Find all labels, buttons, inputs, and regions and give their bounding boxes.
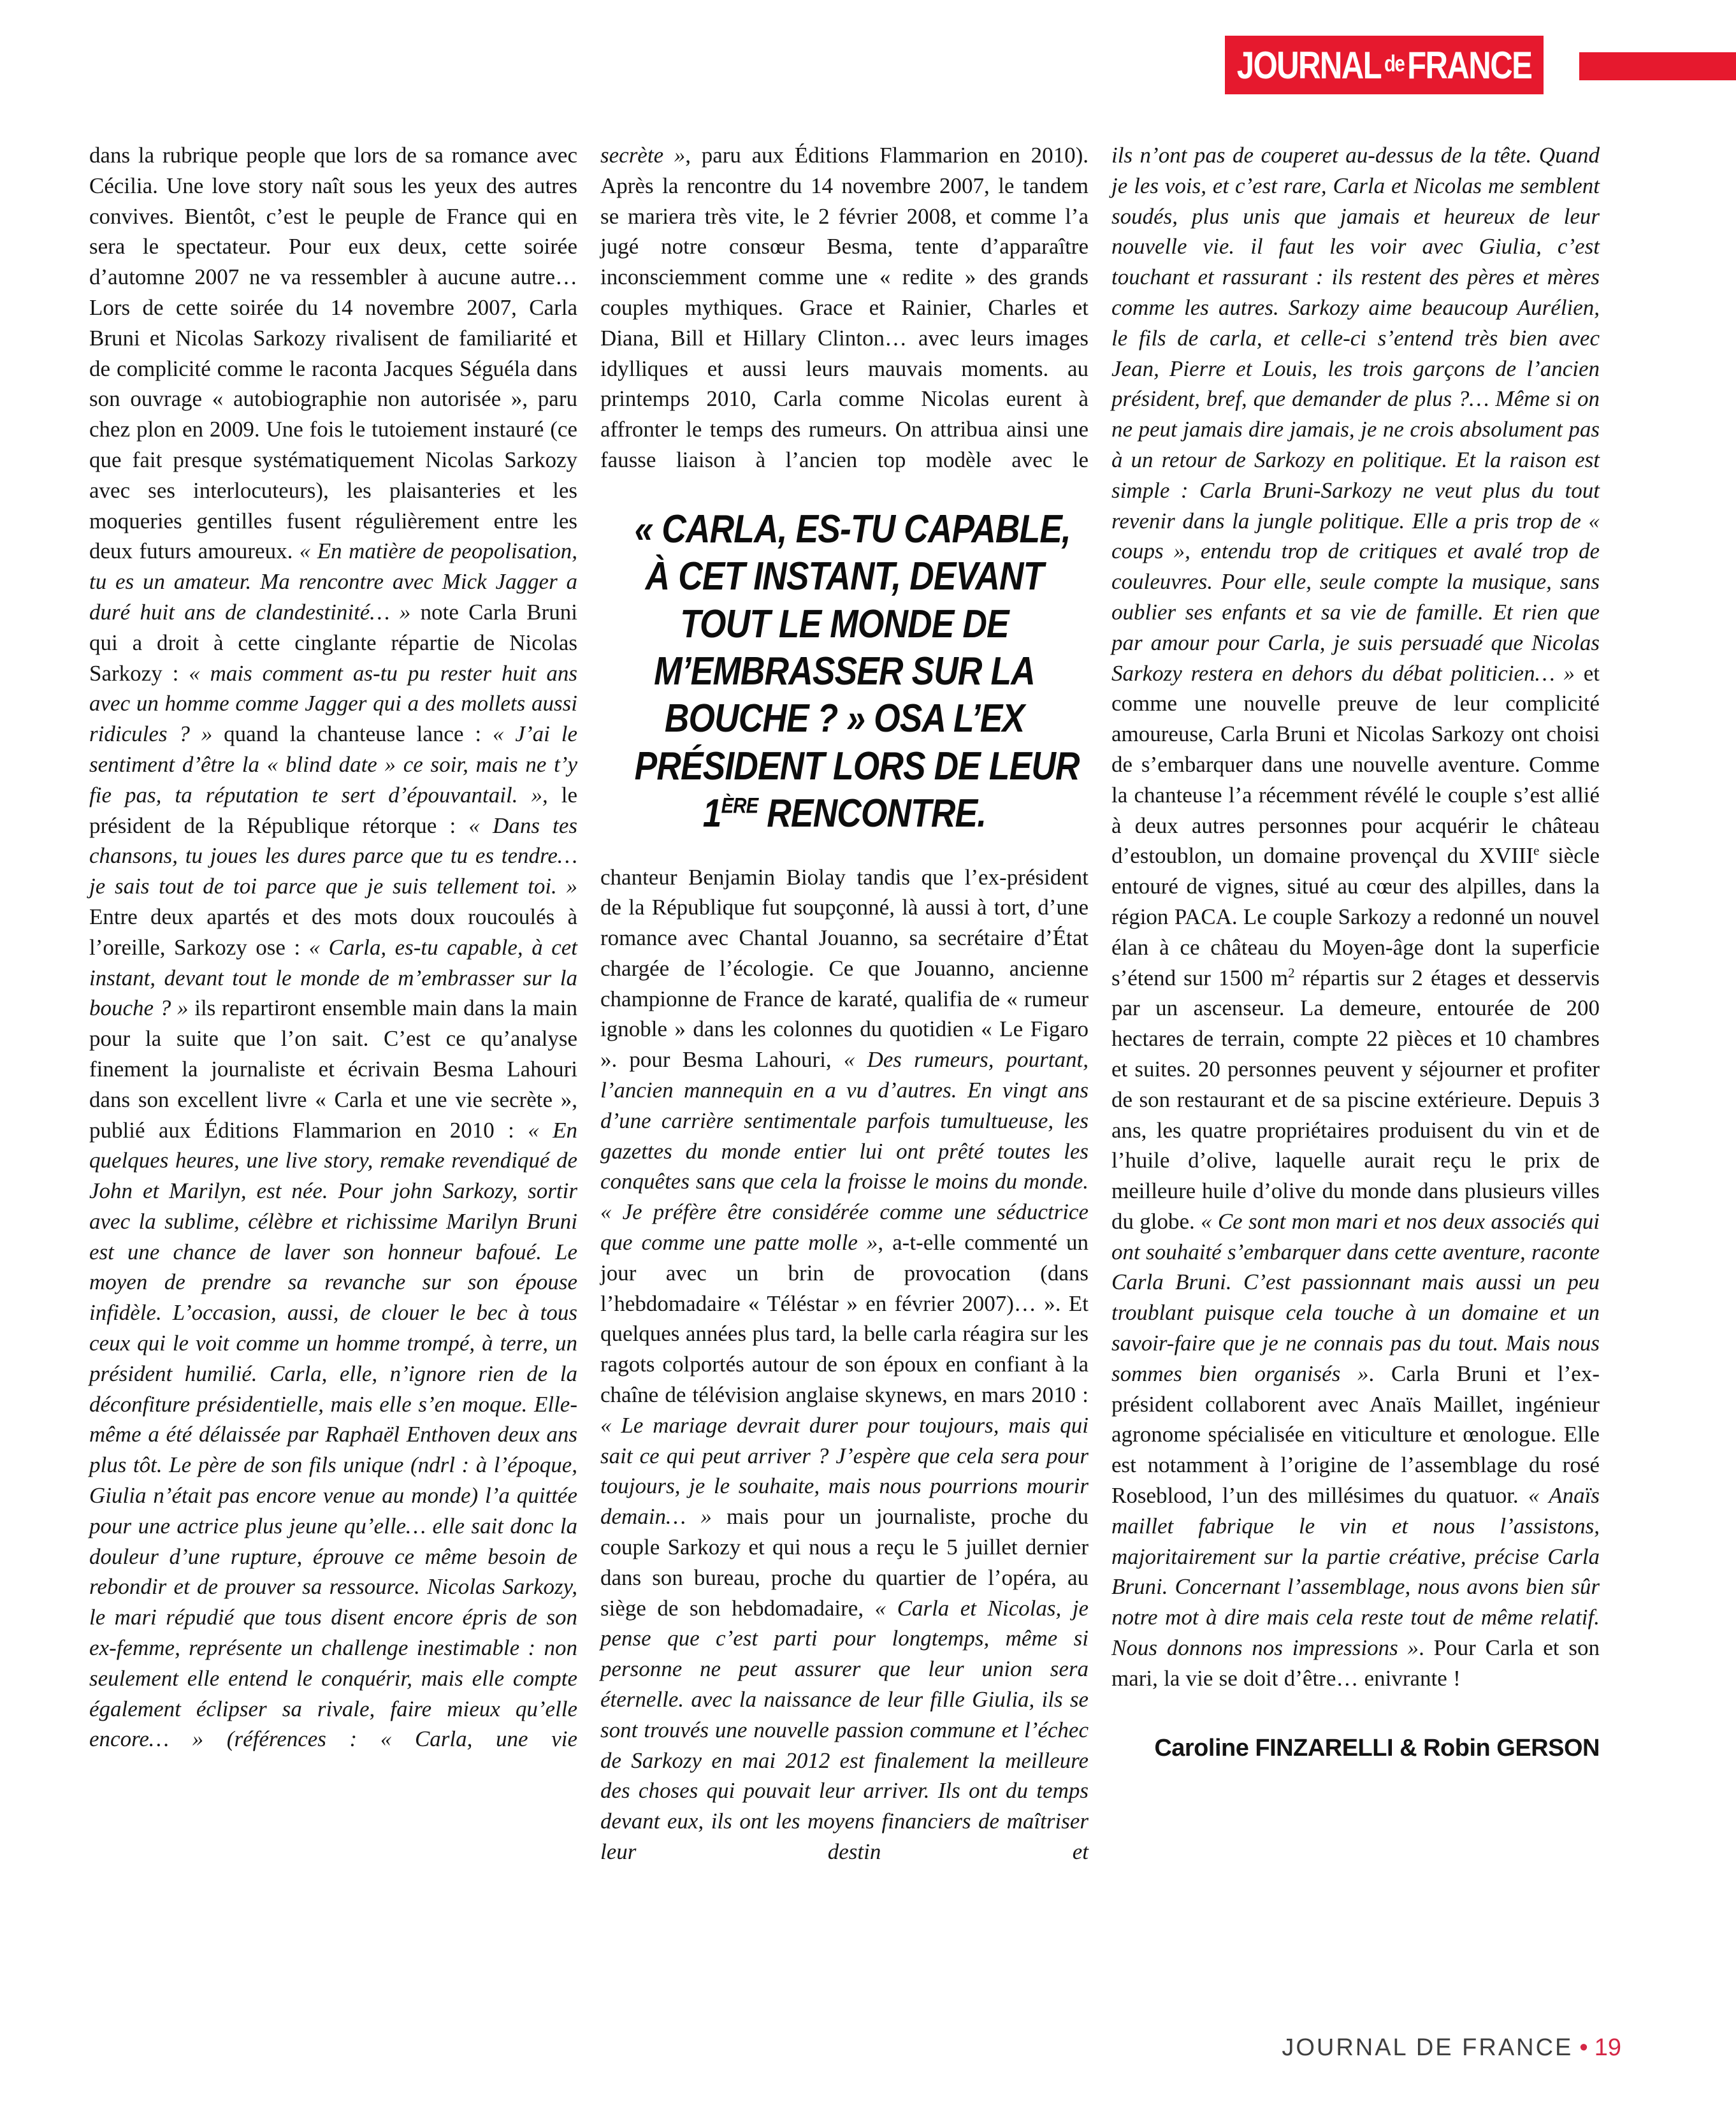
column-1-text: dans la rubrique people que lors de sa romance avec Cécilia. Une love story naît sous les yeux des autres convives. Bientôt, c’est le peuple de France qui en sera le spectateur. Pour eux deux, cette soirée d’automne 2007 ne va ressembler à aucune autre… Lors de cette soirée du 14 novembre 2007, Carla Bruni et Nicolas Sarkozy rivalisent de familiarité et de complicité comme le raconta Jacques Séguéla dans son ouvrage « autobiographie non autorisée », paru chez plon en 2009. Une fois le tutoiement instauré (ce que fait presque systématiquement Nicolas Sarkozy avec ses interlocuteurs), les plaisanteries et les moqueries gentilles fusent régulièrement entre les deux futurs amoureux. « En matière de peopolisation, tu es un amateur. Ma rencontre avec Mick Jagger a duré huit ans de clandestinité… » note Carla Bruni qui a droit à cette cinglante répartie de Nicolas Sarkozy : « mais comment as-tu pu rester huit ans avec un homme comme Jagger qui a des mollets aussi ridicules ? » quand la chanteuse lance : « J’ai le sentiment d’être la « blind date » ce soir, mais ne t’y fie pas, ta réputation te sert d’épouvantail. », le président de la République rétorque : « Dans tes chansons, tu joues les dures parce que tu es tendre… je sais tout de toi parce que je suis tellement toi. » Entre deux apartés et des mots doux roucoulés à l’oreille, Sarkozy ose : « Carla, es-tu capable, à cet instant, devant tout le monde de m’embrasser sur la bouche ? » ils repartiront ensemble main dans la main pour la suite que l’on sait. C’est ce qu’analyse finement la journaliste et écrivain Besma Lahouri dans son excellent livre « Carla et une vie secrète », publié aux Éditions Flammarion en 2010 : « En quelques heures, une live story, remake revendiqué de John et Marilyn, est née. Pour john Sarkozy, sortir avec la sublime, célèbre et richissime Marilyn Bruni est une chance de laver son honneur bafoué. Le moyen de prendre sa revanche sur son épouse infidèle. L’occasion, aussi, de clouer le bec à tous ceux qui le voit comme un homme trompé, à terre, un président humilié. Carla, elle, n’ignore rien de la déconfiture présidentielle, mais elle s’en moque. Elle-même a été délaissée par Raphaël Enthoven deux ans plus tôt. Le père de son fils unique (ndrl : à l’époque, Giulia n’était pas encore venue au monde) l’a quittée pour une actrice plus jeune qu’elle… elle sait donc la douleur d’une rupture, éprouve ce même besoin de rebondir et de prouver sa ressource. Nicolas Sarkozy, le mari répudié que tous disent encore épris de son ex-femme, représente un challenge inestimable : non seulement elle entend le conquérir, mais elle compte également éclipser sa rivale, faire mieux qu’elle encore… » (références : « Carla, une vie bbox=[89, 143, 577, 1752]
logo-word-france: FRANCE bbox=[1407, 43, 1532, 87]
masthead-red-bar bbox=[1579, 52, 1736, 80]
logo-word-journal: JOURNAL bbox=[1236, 43, 1382, 87]
pull-quote-line: PRÉSIDENT LORS DE LEUR bbox=[634, 744, 1080, 788]
column-2-bottom-text: chanteur Benjamin Biolay tandis que l’ex-président de la République fut soupçonné, là aussi à tort, d’une romance avec Chantal Jouanno, sa secrétaire d’État chargée de l’écologie. Ce que Jouanno, ancienne championne de France de karaté, qualifia de « rumeur ignoble » dans les colonnes du quotidien « Le Figaro ». pour Besma Lahouri, « Des rumeurs, pourtant, l’ancien mannequin en a vu d’autres. En vingt ans d’une carrière sentimentale parfois tumultueuse, les gazettes du monde entier lui ont prêté toutes les conquêtes sans que cela la froisse le moins du monde. « Je préfère être considérée comme une séductrice que comme une patte molle », a-t-elle commenté un jour avec un brin de provocation (dans l’hebdomadaire « Téléstar » en février 2007)… ». Et quelques années plus tard, la belle carla réagira sur les ragots colportés autour de son époux en confiant à la chaîne de télévision anglaise skynews, en mars 2010 : « Le mariage devrait durer pour toujours, mais qui sait ce qui peut arriver ? J’espère que cela sera pour toujours, je le souhaite, mais nous pourrions mourir demain… » mais pour un journaliste, proche du couple Sarkozy et qui nous a reçu le 5 juillet dernier dans son bureau, proche du quartier de l’opéra, au siège de son hebdomadaire, « Carla et Nicolas, je pense que c’est parti pour longtemps, même si personne ne peut assurer que leur union sera éternelle. avec la naissance de leur fille Giulia, ils se sont trouvés une nouvelle passion commune et l’échec de Sarkozy en mai 2012 est finalement la meilleure des choses qui pouvait leur arriver. Ils ont du temps devant eux, ils ont les moyens financiers de maîtriser leur destin et bbox=[600, 864, 1089, 1864]
article-body bbox=[89, 140, 1600, 1867]
pull-quote-line: À CET INSTANT, DEVANT bbox=[645, 554, 1044, 599]
footer-magazine-name: JOURNAL DE FRANCE bbox=[1282, 2034, 1573, 2061]
page-footer bbox=[1282, 2034, 1621, 2062]
pull-quote-line: 1ÈRE RENCONTRE. bbox=[702, 792, 987, 836]
pull-quote-line: BOUCHE ? » OSA L’EX bbox=[664, 697, 1025, 741]
byline: Caroline FINZARELLI & Robin GERSON bbox=[1154, 1734, 1600, 1761]
column-1 bbox=[89, 140, 577, 1867]
logo-text bbox=[1237, 43, 1532, 87]
column-3-text: ils n’ont pas de couperet au-dessus de la tête. Quand je les vois, et c’est rare, Carla et Nicolas me semblent soudés, plus unis que jamais et heureux de leur nouvelle vie. il faut les voir avec Giulia, c’est touchant et rassurant : ils restent des pères et mères comme les autres. Sarkozy aime beaucoup Aurélien, le fils de carla, et celle-ci s’entend très bien avec Jean, Pierre et Louis, les trois garçons de l’ancien président, bref, que demander de plus ?… Même si on ne peut jamais dire jamais, je ne crois absolument pas à un retour de Sarkozy en politique. Et la raison est simple : Carla Bruni-Sarkozy ne veut plus du tout revenir dans la jungle politique. Elle a pris trop de « coups », entendu trop de critiques et avalé trop de couleuvres. Pour elle, seule compte la musique, sans oublier ses enfants et sa vie de famille. Et rien que par amour pour Carla, je suis persuadé que Nicolas Sarkozy restera en dehors du débat politicien… » et comme une nouvelle preuve de leur complicité amoureuse, Carla Bruni et Nicolas Sarkozy ont choisi de s’embarquer dans une nouvelle aventure. Comme la chanteuse l’a récemment révélé le couple s’est allié à deux autres personnes pour acquérir le château d’estoublon, un domaine provençal du XVIIIe siècle entouré de vignes, situé au cœur des alpilles, dans la région PACA. Le couple Sarkozy a redonné un nouvel élan à ce château du Moyen-âge dont la superficie s’étend sur 1500 $m^2$ répartis sur 2 étages et desservis par un ascenseur. La demeure, entourée de 200 hectares de terrain, compte 22 pièces et 10 chambres et suites. 20 personnes peuvent y séjourner et profiter de son restaurant et de sa piscine extérieure. Depuis 3 ans, les quatre propriétaires produisent du vin et de l’huile d’olive, laquelle aurait reçu le prix de meilleure huile d’olive du monde dans plusieurs villes du globe. « Ce sont mon mari et nos deux associés qui ont souhaité s’embarquer dans cette aventure, raconte Carla Bruni. C’est passionnant mais aussi un peu troublant puisque cela touche à un domaine et un savoir-faire que je ne connais pas du tout. Mais nous sommes bien organisés ». Carla Bruni et l’ex-président collaborent avec Anaïs Maillet, ingénieur agronome spécialisée en viticulture et œnologue. Elle est notamment à l’origine de l’assemblage du rosé Roseblood, l’un des millésimes du quatuor. « Anaïs maillet fabrique le vin et nous l’assistons, majoritairement sur la partie créative, précise Carla Bruni. Concernant l’assemblage, nous avons bien sûr notre mot à dire mais cela reste tout de même relatif. Nous donnons nos impressions ». Pour Carla et son mari, la vie se doit d’être… enivrante ! bbox=[1111, 143, 1600, 1691]
pull-quote-line: M’EMBRASSER SUR LA bbox=[654, 649, 1035, 693]
pull-quote bbox=[634, 506, 1080, 838]
pull-quote-line: « CARLA, ES-TU CAPABLE, bbox=[634, 507, 1071, 551]
column-3 bbox=[1111, 140, 1600, 1867]
footer-page-number: 19 bbox=[1594, 2034, 1621, 2061]
column-2 bbox=[600, 140, 1089, 1867]
logo-word-de: de bbox=[1384, 50, 1405, 76]
column-2-top-text: secrète », paru aux Éditions Flammarion en 2010). Après la rencontre du 14 novembre 2007, le tandem se mariera très vite, le 2 février 2008, et comme l’a jugé notre consœur Besma, tente d’apparaître inconsciemment comme une « redite » des grands couples mythiques. Grace et Rainier, Charles et Diana, Bill et Hillary Clinton… avec leurs images idylliques et aussi leurs mauvais moments. au printemps 2010, Carla comme Nicolas eurent à affronter le temps des rumeurs. On attribua ainsi une fausse liaison à l’ancien top modèle avec le bbox=[600, 143, 1089, 472]
footer-bullet: • bbox=[1579, 2034, 1588, 2061]
journal-de-france-logo bbox=[1225, 36, 1544, 94]
pull-quote-line: TOUT LE MONDE DE bbox=[680, 602, 1009, 646]
